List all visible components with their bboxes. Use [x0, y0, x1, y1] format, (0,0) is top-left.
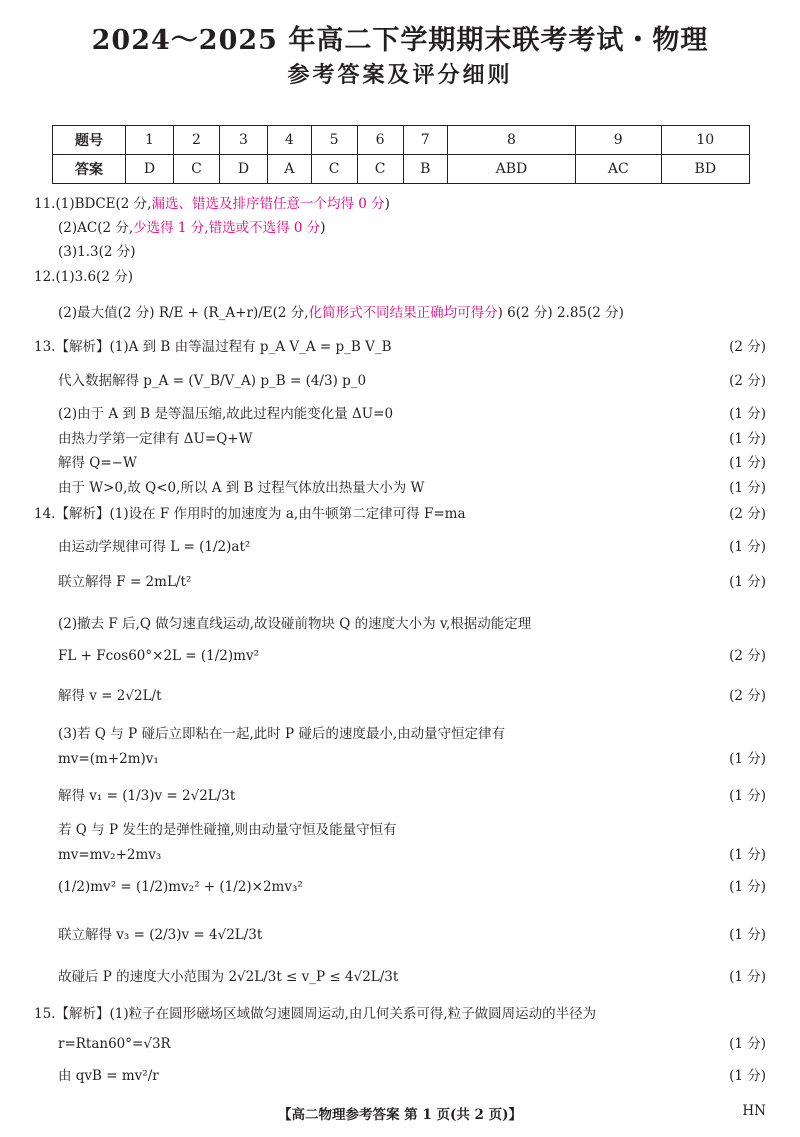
solution-line — [0, 1003, 800, 1025]
solution-line — [0, 536, 800, 558]
solution-text — [58, 613, 531, 635]
question-number: 2 — [174, 126, 220, 155]
line-text: 解得 v = 2√2L/t — [58, 688, 162, 704]
solution-line — [0, 844, 800, 866]
solution-line — [0, 336, 800, 358]
grading-note: 漏选、错选及排序错任意一个均得 0 分 — [151, 196, 385, 212]
solution-line — [0, 876, 800, 898]
solution-line — [0, 613, 800, 635]
table-row-label: 题号 — [53, 126, 126, 155]
solution-text — [58, 685, 162, 707]
page-footer — [0, 1103, 800, 1123]
solution-text — [58, 403, 393, 425]
answer-cell: C — [174, 155, 220, 184]
solution-text — [58, 217, 326, 239]
line-text: 若 Q 与 P 发生的是弹性碰撞,则由动量守恒及能量守恒有 — [58, 822, 397, 838]
solution-text — [58, 748, 159, 770]
score-points: (1 分) — [729, 1068, 766, 1084]
solution-text — [58, 645, 259, 667]
score-points: (1 分) — [729, 879, 766, 895]
answer-table-row-numbers — [53, 126, 750, 155]
line-text: r=Rtan60°=√3R — [58, 1036, 171, 1052]
solution-text — [58, 876, 303, 898]
line-text: (2)由于 A 到 B 是等温压缩,故此过程内能变化量 ΔU=0 — [58, 406, 394, 422]
line-text: (2)最大值(2 分) R/E + (R_A+r)/E(2 分, — [58, 305, 309, 321]
solution-line — [0, 571, 800, 593]
score-points: (1 分) — [729, 406, 766, 422]
line-text: (1/2)mv² = (1/2)mv₂² + (1/2)×2mv₃² — [58, 879, 303, 895]
line-text: 14.【解析】(1)设在 F 作用时的加速度为 a,由牛顿第二定律可得 F=ma — [34, 506, 466, 522]
solution-text — [58, 452, 137, 474]
solution-line — [0, 785, 800, 807]
page-title: 2024～2025 年高二下学期期末联考考试・物理 — [91, 25, 709, 56]
solution-text — [58, 966, 398, 988]
question-number: 3 — [219, 126, 267, 155]
question-number: 9 — [575, 126, 661, 155]
question-number: 6 — [357, 126, 403, 155]
score-points: (1 分) — [729, 539, 766, 555]
line-text: 13.【解析】(1)A 到 B 由等温过程有 p_A V_A = p_B V_B — [34, 339, 392, 355]
grading-note: 化简形式不同结果正确均可得分 — [308, 305, 498, 321]
line-text: 由 qvB = mv²/r — [58, 1068, 159, 1084]
solution-line — [0, 645, 800, 667]
solution-text — [58, 302, 624, 324]
footer-code: HN — [742, 1103, 766, 1119]
answer-cell: BD — [661, 155, 749, 184]
score-points: (2 分) — [729, 506, 766, 522]
score-points: (1 分) — [729, 1036, 766, 1052]
line-text: 由运动学规律可得 L = (1/2)at² — [58, 539, 251, 555]
solution-line — [0, 452, 800, 474]
score-points: (1 分) — [729, 927, 766, 943]
line-text: 由于 W>0,故 Q<0,所以 A 到 B 过程气体放出热量大小为 W — [58, 480, 425, 496]
score-points: (1 分) — [729, 751, 766, 767]
line-text: 11.(1)BDCE(2 分, — [34, 196, 152, 212]
solution-line — [0, 503, 800, 525]
solution-line — [0, 1065, 800, 1087]
score-points: (1 分) — [729, 455, 766, 471]
table-row-label: 答案 — [53, 155, 126, 184]
score-points: (1 分) — [729, 788, 766, 804]
line-text: FL + Fcos60°×2L = (1/2)mv² — [58, 648, 259, 664]
line-text: 解得 v₁ = (1/3)v = 2√2L/3t — [58, 788, 236, 804]
solution-text — [58, 536, 250, 558]
score-points: (2 分) — [729, 648, 766, 664]
solution-text — [34, 266, 133, 288]
solution-text — [58, 370, 366, 392]
solution-text — [58, 844, 161, 866]
solution-text — [58, 241, 136, 263]
solution-line — [0, 302, 800, 324]
answer-cell: C — [311, 155, 357, 184]
line-text: 解得 Q=−W — [58, 455, 137, 471]
line-text: (3)1.3(2 分) — [58, 244, 136, 260]
page-subtitle: 参考答案及评分细则 — [287, 62, 513, 88]
solution-line — [0, 924, 800, 946]
score-points: (1 分) — [729, 847, 766, 863]
answer-cell: C — [357, 155, 403, 184]
solution-text — [58, 428, 252, 450]
solution-line — [0, 477, 800, 499]
solution-text — [58, 1033, 171, 1055]
footer-text: 【高二物理参考答案 第 1 页(共 2 页)】 — [277, 1107, 523, 1123]
line-text: 故碰后 P 的速度大小范围为 2√2L/3t ≤ v_P ≤ 4√2L/3t — [58, 969, 399, 985]
solution-line — [0, 241, 800, 263]
solution-text — [58, 571, 191, 593]
line-text: 联立解得 v₃ = (2/3)v = 4√2L/3t — [58, 927, 263, 943]
solution-line — [0, 370, 800, 392]
question-number: 4 — [267, 126, 311, 155]
line-text: 由热力学第一定律有 ΔU=Q+W — [58, 431, 253, 447]
solution-text — [58, 785, 235, 807]
line-text: 15.【解析】(1)粒子在圆形磁场区域做匀速圆周运动,由几何关系可得,粒子做圆周运动的半径为 — [34, 1006, 597, 1022]
answer-cell: D — [126, 155, 174, 184]
line-text: (2)AC(2 分, — [58, 220, 134, 236]
score-points: (1 分) — [729, 969, 766, 985]
solution-text — [58, 477, 424, 499]
line-text: mv=mv₂+2mv₃ — [58, 847, 162, 863]
solution-line — [0, 723, 800, 745]
solution-text — [58, 1065, 159, 1087]
line-text: mv=(m+2m)v₁ — [58, 751, 159, 767]
solution-text — [34, 1003, 596, 1025]
question-number: 10 — [661, 126, 749, 155]
line-text-tail: ) — [384, 196, 390, 212]
solution-line — [0, 748, 800, 770]
line-text: 代入数据解得 p_A = (V_B/V_A) p_B = (4/3) p_0 — [58, 373, 367, 389]
line-text: 联立解得 F = 2mL/t² — [58, 574, 192, 590]
solution-line — [0, 1033, 800, 1055]
solution-text — [58, 819, 397, 841]
solution-text — [58, 924, 262, 946]
question-number: 8 — [447, 126, 575, 155]
solution-line — [0, 193, 800, 215]
score-points: (1 分) — [729, 431, 766, 447]
question-number: 7 — [403, 126, 447, 155]
answer-table — [52, 125, 750, 184]
score-points: (1 分) — [729, 480, 766, 496]
score-points: (1 分) — [729, 574, 766, 590]
question-number: 1 — [126, 126, 174, 155]
question-number: 5 — [311, 126, 357, 155]
line-text: 12.(1)3.6(2 分) — [34, 269, 133, 285]
line-text-tail: ) — [320, 220, 326, 236]
answer-cell: D — [219, 155, 267, 184]
solution-text — [34, 193, 390, 215]
solution-line — [0, 403, 800, 425]
answer-cell: B — [403, 155, 447, 184]
solution-line — [0, 266, 800, 288]
grading-note: 少选得 1 分,错选或不选得 0 分 — [133, 220, 321, 236]
line-text-tail: ) 6(2 分) 2.85(2 分) — [497, 305, 624, 321]
score-points: (2 分) — [729, 339, 766, 355]
solution-line — [0, 428, 800, 450]
solution-line — [0, 685, 800, 707]
answer-cell: ABD — [447, 155, 575, 184]
solution-text — [34, 336, 392, 358]
line-text: (2)撤去 F 后,Q 做匀速直线运动,故设碰前物块 Q 的速度大小为 v,根据动能定理 — [58, 616, 532, 632]
score-points: (2 分) — [729, 688, 766, 704]
line-text: (3)若 Q 与 P 碰后立即粘在一起,此时 P 碰后的速度最小,由动量守恒定律有 — [58, 726, 506, 742]
solution-text — [58, 723, 505, 745]
score-points: (2 分) — [729, 373, 766, 389]
solution-line — [0, 966, 800, 988]
answer-table-row-answers — [53, 155, 750, 184]
answer-cell: A — [267, 155, 311, 184]
solution-line — [0, 217, 800, 239]
solution-text — [34, 503, 466, 525]
solution-line — [0, 819, 800, 841]
answer-cell: AC — [575, 155, 661, 184]
